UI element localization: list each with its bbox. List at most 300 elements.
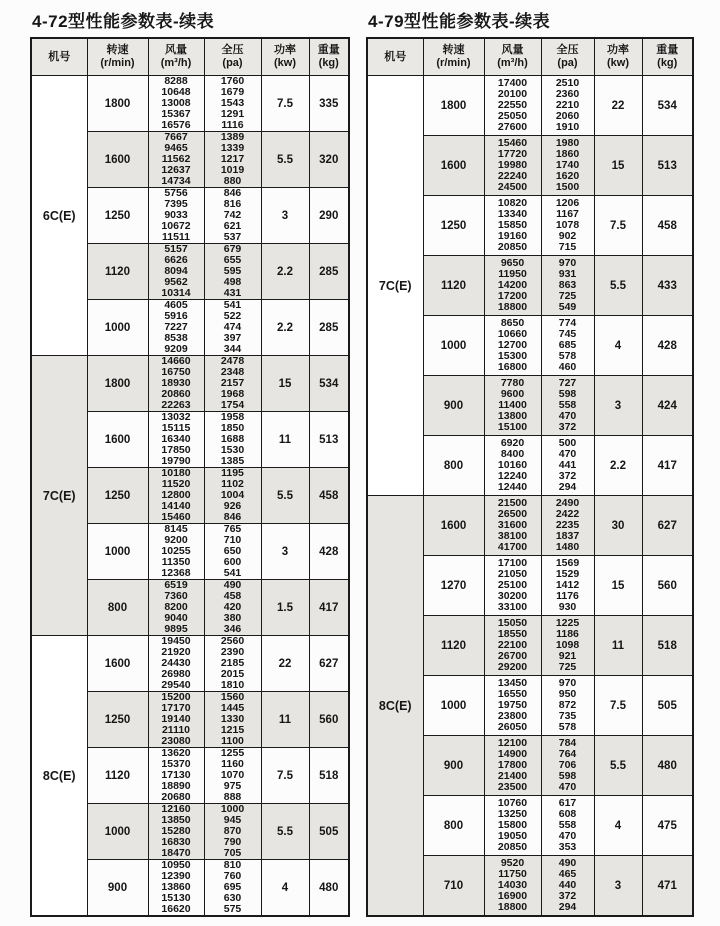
air-volume-value: 12700 bbox=[497, 339, 528, 351]
air-volume-value: 18930 bbox=[161, 377, 191, 389]
total-pressure-value: 372 bbox=[558, 890, 577, 902]
air-volume-value: 27600 bbox=[497, 121, 528, 133]
total-pressure-value: 1100 bbox=[221, 735, 244, 747]
total-pressure-value: 575 bbox=[223, 903, 242, 915]
total-pressure-value: 650 bbox=[223, 545, 242, 557]
air-volume-value: 6519 bbox=[164, 579, 188, 591]
column-header-label: 全压 bbox=[221, 44, 244, 56]
total-pressure-value: 1167 bbox=[556, 208, 579, 220]
air-volume-value: 17200 bbox=[497, 290, 528, 302]
air-volume-value: 19450 bbox=[161, 635, 191, 647]
weight-cell: 285 bbox=[309, 300, 349, 356]
total-pressure-value: 870 bbox=[223, 825, 242, 837]
machine-no-cell: 8C(E) bbox=[367, 496, 423, 917]
table-4-79-header bbox=[367, 38, 693, 76]
power-cell: 5.5 bbox=[261, 468, 309, 524]
air-volume-value: 17130 bbox=[161, 769, 191, 781]
total-pressure-value: 397 bbox=[223, 332, 242, 344]
table-section-4-79 bbox=[366, 7, 692, 917]
total-pressure-value: 558 bbox=[558, 819, 577, 831]
total-pressure-value: 1291 bbox=[220, 108, 245, 120]
table-4-72-header bbox=[31, 38, 349, 76]
air-volume-cell bbox=[148, 748, 204, 804]
speed-cell: 1800 bbox=[423, 76, 484, 136]
total-pressure-cell bbox=[541, 316, 594, 376]
air-volume-value: 12440 bbox=[497, 481, 528, 493]
total-pressure-value: 888 bbox=[223, 791, 242, 803]
air-volume-value: 21050 bbox=[497, 568, 528, 580]
power-cell: 5.5 bbox=[594, 736, 642, 796]
total-pressure-value: 1543 bbox=[220, 97, 245, 109]
weight-cell: 428 bbox=[309, 524, 349, 580]
air-volume-value: 8094 bbox=[164, 265, 188, 277]
column-header-label: 功率 bbox=[274, 44, 296, 56]
column-header-power bbox=[594, 38, 642, 76]
total-pressure-cell bbox=[204, 468, 261, 524]
air-volume-value: 9209 bbox=[164, 343, 188, 355]
total-pressure-value: 872 bbox=[558, 699, 577, 711]
air-volume-value: 17800 bbox=[497, 759, 528, 771]
air-volume-cell bbox=[148, 692, 204, 748]
air-volume-value: 22100 bbox=[497, 639, 528, 651]
column-header-weight bbox=[309, 38, 349, 76]
total-pressure-value: 760 bbox=[223, 870, 242, 882]
total-pressure-cell bbox=[541, 496, 594, 556]
total-pressure-value: 1530 bbox=[220, 444, 245, 456]
table-row bbox=[367, 76, 693, 136]
total-pressure-value: 2235 bbox=[555, 519, 580, 531]
total-pressure-value: 372 bbox=[558, 421, 577, 433]
weight-cell: 560 bbox=[309, 692, 349, 748]
weight-cell: 505 bbox=[309, 804, 349, 860]
air-volume-value: 12390 bbox=[161, 870, 191, 882]
total-pressure-value: 880 bbox=[223, 175, 242, 187]
total-pressure-value: 1850 bbox=[220, 422, 245, 434]
speed-cell: 1000 bbox=[87, 300, 148, 356]
air-volume-value: 9650 bbox=[500, 257, 525, 269]
air-volume-value: 13850 bbox=[161, 814, 191, 826]
total-pressure-cell bbox=[204, 636, 261, 692]
weight-cell: 285 bbox=[309, 244, 349, 300]
total-pressure-cell bbox=[541, 376, 594, 436]
air-volume-value: 10672 bbox=[161, 220, 191, 232]
total-pressure-value: 1760 bbox=[220, 75, 245, 87]
column-header-label: 机号 bbox=[384, 50, 407, 63]
air-volume-value: 25050 bbox=[497, 110, 528, 122]
weight-cell: 433 bbox=[642, 256, 693, 316]
air-volume-value: 7360 bbox=[164, 590, 188, 602]
column-header-air-volume bbox=[484, 38, 541, 76]
weight-cell: 513 bbox=[642, 136, 693, 196]
air-volume-value: 20860 bbox=[161, 388, 191, 400]
total-pressure-value: 541 bbox=[223, 299, 242, 311]
total-pressure-value: 490 bbox=[558, 857, 577, 869]
air-volume-cell bbox=[484, 616, 541, 676]
weight-cell: 428 bbox=[642, 316, 693, 376]
air-volume-value: 30200 bbox=[497, 590, 528, 602]
column-header-unit: (r/min) bbox=[100, 57, 135, 69]
total-pressure-value: 710 bbox=[223, 534, 242, 546]
weight-cell: 560 bbox=[642, 556, 693, 616]
total-pressure-value: 470 bbox=[558, 410, 577, 422]
total-pressure-cell bbox=[204, 76, 261, 132]
air-volume-value: 41700 bbox=[497, 541, 528, 553]
power-cell: 5.5 bbox=[261, 804, 309, 860]
total-pressure-value: 902 bbox=[558, 230, 577, 242]
total-pressure-value: 549 bbox=[558, 301, 577, 313]
power-cell: 5.5 bbox=[261, 132, 309, 188]
air-volume-value: 13340 bbox=[497, 208, 528, 220]
weight-cell: 475 bbox=[642, 796, 693, 856]
air-volume-value: 26050 bbox=[497, 721, 528, 733]
power-cell: 5.5 bbox=[594, 256, 642, 316]
air-volume-cell bbox=[148, 636, 204, 692]
column-header-unit: (kw) bbox=[607, 57, 629, 69]
total-pressure-cell bbox=[204, 804, 261, 860]
air-volume-value: 21110 bbox=[161, 724, 191, 736]
power-cell: 4 bbox=[594, 316, 642, 376]
speed-cell: 1120 bbox=[423, 256, 484, 316]
air-volume-value: 24500 bbox=[497, 181, 528, 193]
total-pressure-value: 541 bbox=[223, 567, 242, 579]
total-pressure-value: 725 bbox=[558, 661, 577, 673]
total-pressure-cell bbox=[204, 412, 261, 468]
total-pressure-value: 372 bbox=[558, 470, 577, 482]
machine-no-cell: 7C(E) bbox=[31, 356, 87, 636]
air-volume-value: 14200 bbox=[497, 279, 528, 291]
total-pressure-value: 460 bbox=[558, 361, 577, 373]
air-volume-value: 18470 bbox=[161, 847, 191, 859]
air-volume-value: 22550 bbox=[497, 99, 528, 111]
power-cell: 2.2 bbox=[261, 300, 309, 356]
machine-no-cell: 7C(E) bbox=[367, 76, 423, 496]
total-pressure-value: 1500 bbox=[555, 181, 580, 193]
total-pressure-cell bbox=[541, 196, 594, 256]
column-header-power bbox=[261, 38, 309, 76]
air-volume-value: 13450 bbox=[497, 677, 528, 689]
weight-cell: 627 bbox=[642, 496, 693, 556]
total-pressure-value: 846 bbox=[223, 187, 242, 199]
total-pressure-value: 695 bbox=[223, 881, 242, 893]
total-pressure-value: 2348 bbox=[220, 366, 245, 378]
total-pressure-value: 1688 bbox=[220, 433, 245, 445]
speed-cell: 1000 bbox=[423, 316, 484, 376]
power-cell: 3 bbox=[261, 188, 309, 244]
air-volume-value: 12240 bbox=[497, 470, 528, 482]
total-pressure-cell bbox=[541, 136, 594, 196]
total-pressure-cell bbox=[204, 356, 261, 412]
air-volume-value: 10160 bbox=[497, 459, 528, 471]
air-volume-value: 9895 bbox=[164, 623, 188, 635]
column-header-label: 风量 bbox=[501, 44, 524, 56]
power-cell: 3 bbox=[261, 524, 309, 580]
total-pressure-value: 1980 bbox=[555, 137, 580, 149]
total-pressure-value: 1330 bbox=[220, 713, 245, 725]
total-pressure-value: 2390 bbox=[220, 646, 245, 658]
total-pressure-value: 742 bbox=[223, 209, 242, 221]
total-pressure-value: 1004 bbox=[220, 489, 245, 501]
air-volume-cell bbox=[148, 76, 204, 132]
weight-cell: 480 bbox=[309, 860, 349, 917]
total-pressure-value: 353 bbox=[558, 841, 577, 853]
air-volume-cell bbox=[484, 256, 541, 316]
power-cell: 4 bbox=[594, 796, 642, 856]
total-pressure-value: 470 bbox=[558, 830, 577, 842]
total-pressure-value: 1480 bbox=[555, 541, 580, 553]
air-volume-value: 6626 bbox=[164, 254, 188, 266]
speed-cell: 900 bbox=[423, 376, 484, 436]
total-pressure-value: 810 bbox=[223, 859, 242, 871]
air-volume-value: 16900 bbox=[497, 890, 528, 902]
air-volume-value: 5157 bbox=[164, 243, 188, 255]
total-pressure-value: 1385 bbox=[220, 455, 245, 467]
air-volume-value: 15800 bbox=[497, 819, 528, 831]
column-header-total-pressure bbox=[204, 38, 261, 76]
air-volume-value: 10180 bbox=[161, 467, 191, 479]
total-pressure-value: 1206 bbox=[555, 197, 580, 209]
air-volume-value: 15115 bbox=[161, 422, 191, 434]
air-volume-value: 7780 bbox=[500, 377, 525, 389]
total-pressure-value: 1445 bbox=[220, 702, 245, 714]
table-4-79-title: 4-79型性能参数表-续表 bbox=[368, 12, 551, 31]
air-volume-value: 9033 bbox=[164, 209, 188, 221]
total-pressure-value: 765 bbox=[223, 523, 242, 535]
total-pressure-value: 975 bbox=[223, 780, 242, 792]
speed-cell: 1270 bbox=[423, 556, 484, 616]
total-pressure-value: 1529 bbox=[555, 568, 580, 580]
total-pressure-value: 1740 bbox=[555, 159, 580, 171]
air-volume-value: 11950 bbox=[498, 268, 527, 280]
speed-cell: 1600 bbox=[87, 636, 148, 692]
air-volume-value: 17170 bbox=[161, 702, 191, 714]
weight-cell: 335 bbox=[309, 76, 349, 132]
weight-cell: 518 bbox=[309, 748, 349, 804]
total-pressure-cell bbox=[541, 676, 594, 736]
air-volume-value: 8288 bbox=[164, 75, 188, 87]
power-cell: 1.5 bbox=[261, 580, 309, 636]
air-volume-cell bbox=[148, 580, 204, 636]
weight-cell: 320 bbox=[309, 132, 349, 188]
air-volume-value: 12100 bbox=[497, 737, 528, 749]
total-pressure-value: 727 bbox=[558, 377, 577, 389]
total-pressure-value: 440 bbox=[558, 879, 577, 891]
total-pressure-value: 344 bbox=[223, 343, 242, 355]
total-pressure-value: 735 bbox=[558, 710, 577, 722]
weight-cell: 505 bbox=[642, 676, 693, 736]
column-header-air-volume bbox=[148, 38, 204, 76]
air-volume-value: 15460 bbox=[497, 137, 528, 149]
power-cell: 30 bbox=[594, 496, 642, 556]
total-pressure-value: 863 bbox=[558, 279, 577, 291]
total-pressure-value: 1412 bbox=[555, 579, 580, 591]
air-volume-value: 13800 bbox=[497, 410, 528, 422]
air-volume-value: 6920 bbox=[500, 437, 525, 449]
column-header-speed bbox=[87, 38, 148, 76]
air-volume-cell bbox=[148, 524, 204, 580]
air-volume-value: 16800 bbox=[497, 361, 528, 373]
air-volume-value: 16830 bbox=[161, 836, 191, 848]
air-volume-value: 16576 bbox=[161, 119, 191, 131]
air-volume-value: 13032 bbox=[161, 411, 191, 423]
air-volume-cell bbox=[148, 132, 204, 188]
air-volume-value: 10660 bbox=[497, 328, 528, 340]
air-volume-value: 16750 bbox=[161, 366, 191, 378]
header-row bbox=[367, 38, 693, 76]
air-volume-value: 8200 bbox=[164, 601, 188, 613]
air-volume-value: 18890 bbox=[161, 780, 191, 792]
air-volume-value: 23500 bbox=[497, 781, 528, 793]
speed-cell: 1250 bbox=[87, 188, 148, 244]
air-volume-value: 19790 bbox=[161, 455, 191, 467]
air-volume-cell bbox=[484, 856, 541, 917]
weight-cell: 518 bbox=[642, 616, 693, 676]
power-cell: 2.2 bbox=[594, 436, 642, 496]
total-pressure-value: 970 bbox=[558, 677, 577, 689]
air-volume-value: 5756 bbox=[164, 187, 188, 199]
total-pressure-value: 2185 bbox=[220, 657, 245, 669]
speed-cell: 1250 bbox=[87, 468, 148, 524]
total-pressure-value: 715 bbox=[558, 241, 577, 253]
total-pressure-value: 1070 bbox=[220, 769, 245, 781]
air-volume-value: 20850 bbox=[497, 841, 528, 853]
air-volume-value: 7667 bbox=[164, 131, 188, 143]
speed-cell: 800 bbox=[87, 580, 148, 636]
air-volume-value: 8145 bbox=[164, 523, 188, 535]
air-volume-value: 7227 bbox=[164, 321, 188, 333]
speed-cell: 1250 bbox=[87, 692, 148, 748]
air-volume-value: 14030 bbox=[497, 879, 528, 891]
speed-cell: 900 bbox=[423, 736, 484, 796]
power-cell: 15 bbox=[594, 556, 642, 616]
air-volume-value: 11750 bbox=[498, 868, 527, 880]
air-volume-cell bbox=[148, 188, 204, 244]
speed-cell: 800 bbox=[423, 796, 484, 856]
air-volume-value: 12637 bbox=[161, 164, 191, 176]
air-volume-value: 12800 bbox=[161, 489, 191, 501]
air-volume-value: 8400 bbox=[500, 448, 525, 460]
air-volume-cell bbox=[484, 676, 541, 736]
air-volume-value: 14900 bbox=[497, 748, 528, 760]
total-pressure-value: 1116 bbox=[221, 119, 244, 131]
total-pressure-value: 294 bbox=[558, 901, 577, 913]
air-volume-value: 12368 bbox=[161, 567, 191, 579]
air-volume-value: 29200 bbox=[497, 661, 528, 673]
total-pressure-value: 931 bbox=[558, 268, 577, 280]
speed-cell: 1800 bbox=[87, 76, 148, 132]
air-volume-value: 15050 bbox=[497, 617, 528, 629]
air-volume-value: 15460 bbox=[161, 511, 191, 523]
air-volume-cell bbox=[484, 316, 541, 376]
total-pressure-value: 1078 bbox=[555, 219, 580, 231]
air-volume-value: 12160 bbox=[161, 803, 191, 815]
air-volume-value: 7395 bbox=[164, 198, 188, 210]
weight-cell: 480 bbox=[642, 736, 693, 796]
weight-cell: 627 bbox=[309, 636, 349, 692]
air-volume-value: 13860 bbox=[161, 881, 191, 893]
power-cell: 11 bbox=[261, 692, 309, 748]
air-volume-cell bbox=[484, 736, 541, 796]
air-volume-value: 11400 bbox=[498, 399, 527, 411]
column-header-label: 机号 bbox=[48, 50, 71, 63]
total-pressure-value: 926 bbox=[223, 500, 242, 512]
weight-cell: 417 bbox=[642, 436, 693, 496]
total-pressure-value: 784 bbox=[558, 737, 577, 749]
column-header-label: 风量 bbox=[165, 44, 187, 56]
air-volume-value: 18550 bbox=[497, 628, 528, 640]
speed-cell: 1600 bbox=[423, 136, 484, 196]
column-header-machine-no bbox=[367, 38, 423, 76]
total-pressure-value: 706 bbox=[558, 759, 577, 771]
power-cell: 7.5 bbox=[594, 196, 642, 256]
total-pressure-cell bbox=[541, 736, 594, 796]
column-header-label: 转速 bbox=[442, 44, 465, 56]
total-pressure-value: 921 bbox=[558, 650, 577, 662]
air-volume-value: 11520 bbox=[161, 478, 191, 490]
total-pressure-value: 1195 bbox=[221, 467, 244, 479]
air-volume-cell bbox=[484, 556, 541, 616]
power-cell: 2.2 bbox=[261, 244, 309, 300]
total-pressure-value: 2060 bbox=[555, 110, 580, 122]
air-volume-cell bbox=[484, 376, 541, 436]
air-volume-value: 14140 bbox=[161, 500, 191, 512]
table-row bbox=[31, 636, 349, 692]
air-volume-value: 17400 bbox=[497, 77, 528, 89]
total-pressure-value: 608 bbox=[558, 808, 577, 820]
machine-no-cell: 8C(E) bbox=[31, 636, 87, 917]
air-volume-value: 20850 bbox=[497, 241, 528, 253]
total-pressure-cell bbox=[541, 856, 594, 917]
speed-cell: 1600 bbox=[87, 132, 148, 188]
air-volume-value: 10648 bbox=[161, 86, 191, 98]
air-volume-value: 16340 bbox=[161, 433, 191, 445]
total-pressure-value: 595 bbox=[223, 265, 242, 277]
total-pressure-cell bbox=[541, 436, 594, 496]
air-volume-value: 15850 bbox=[497, 219, 528, 231]
column-header-weight bbox=[642, 38, 693, 76]
speed-cell: 1250 bbox=[423, 196, 484, 256]
total-pressure-value: 558 bbox=[558, 399, 577, 411]
column-header-label: 全压 bbox=[556, 44, 579, 56]
speed-cell: 900 bbox=[87, 860, 148, 917]
total-pressure-value: 1098 bbox=[555, 639, 580, 651]
air-volume-value: 10950 bbox=[161, 859, 191, 871]
weight-cell: 471 bbox=[642, 856, 693, 917]
machine-no-cell: 6C(E) bbox=[31, 76, 87, 356]
speed-cell: 1000 bbox=[423, 676, 484, 736]
total-pressure-cell bbox=[541, 256, 594, 316]
air-volume-cell bbox=[484, 436, 541, 496]
air-volume-cell bbox=[484, 496, 541, 556]
total-pressure-cell bbox=[204, 860, 261, 917]
air-volume-value: 17100 bbox=[497, 557, 528, 569]
total-pressure-cell bbox=[204, 244, 261, 300]
total-pressure-value: 745 bbox=[558, 328, 577, 340]
table-section-4-72 bbox=[30, 7, 348, 917]
total-pressure-value: 1389 bbox=[220, 131, 245, 143]
air-volume-value: 15130 bbox=[161, 892, 191, 904]
total-pressure-value: 1620 bbox=[555, 170, 580, 182]
column-header-label: 功率 bbox=[607, 44, 629, 56]
total-pressure-value: 380 bbox=[223, 612, 242, 624]
total-pressure-value: 679 bbox=[223, 243, 242, 255]
total-pressure-value: 1102 bbox=[221, 478, 244, 490]
total-pressure-value: 2422 bbox=[555, 508, 580, 520]
power-cell: 7.5 bbox=[261, 748, 309, 804]
air-volume-value: 13008 bbox=[161, 97, 191, 109]
total-pressure-value: 2510 bbox=[555, 77, 580, 89]
air-volume-value: 29540 bbox=[161, 679, 191, 691]
air-volume-value: 9562 bbox=[164, 276, 188, 288]
